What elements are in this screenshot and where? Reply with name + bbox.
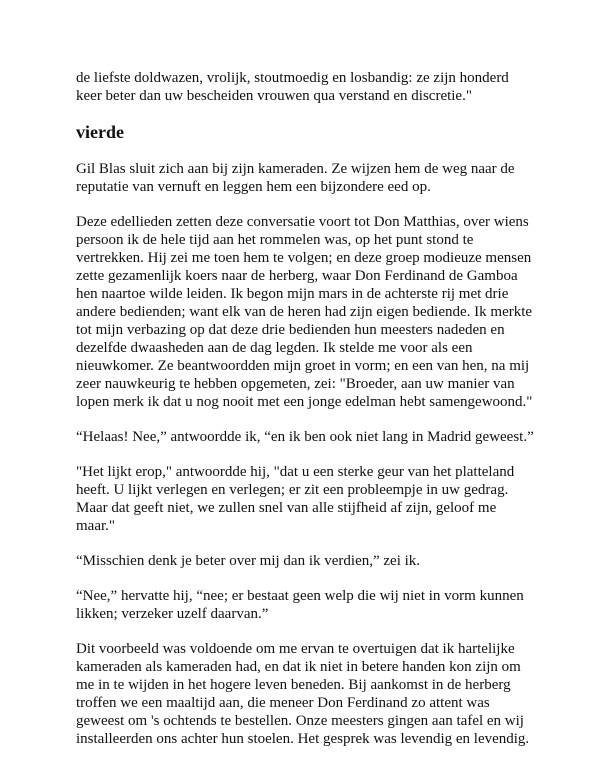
document-page — [76, 69, 538, 765]
chapter-heading: vierde — [76, 122, 124, 142]
body-paragraph: Dit voorbeeld was voldoende om me ervan te overtuigen dat ik hartelijke kameraden als kameraden had, en dat ik niet in betere handen kon zijn om me in te wijden in het hogere leven beneden. Bij aankomst in de herberg troffen we een maaltijd aan, die meneer Don Ferdinand zo attent was geweest om 's ochtends te bestellen. Onze meesters gingen aan tafel en wij installeerden ons achter hun stoelen. Het gesprek was levendig en levendig. — [76, 641, 530, 747]
chapter-summary: Gil Blas sluit zich aan bij zijn kameraden. Ze wijzen hem de weg naar de reputatie van vernuft en leggen hem een bijzondere eed op. — [76, 161, 515, 195]
intro-paragraph: de liefste doldwazen, vrolijk, stoutmoedig en losbandig: ze zijn honderd keer beter dan uw bescheiden vrouwen qua verstand en discretie." — [76, 70, 509, 104]
body-paragraph: "Het lijkt erop," antwoordde hij, "dat u een sterke geur van het platteland heeft. U lijkt verlegen en verlegen; er zit een probleempje in uw gedrag. Maar dat geeft niet, we zullen snel van alle stijfheid af zijn, geloof me maar." — [76, 464, 515, 534]
body-paragraph: “Helaas! Nee,” antwoordde ik, “en ik ben ook niet lang in Madrid geweest.” — [76, 429, 534, 445]
body-paragraph: “Misschien denk je beter over mij dan ik verdien,” zei ik. — [76, 553, 421, 569]
body-paragraph: Deze edellieden zetten deze conversatie voort tot Don Matthias, over wiens persoon ik de hele tijd aan het rommelen was, op het punt stond te vertrekken. Hij zei me toen hem te volgen; en deze groep modieuze mensen zette gezamenlijk koers naar de herberg, waar Don Ferdinand de Gamboa hen naartoe wilde leiden. Ik begon mijn mars in de achterste rij met drie andere bedienden; want elk van de heren had zijn eigen bediende. Ik merkte tot mijn verbazing op dat deze drie bedienden hun meesters nadeden en dezelfde dwaasheden aan de dag legden. Ik stelde me voor als een nieuwkomer. Ze beantwoordden mijn groet in vorm; en een van hen, na mij zeer nauwkeurig te hebben opgemeten, zei: "Broeder, aan uw manier van lopen merk ik dat u nog nooit met een jonge edelman hebt samengewoond." — [76, 214, 533, 410]
body-paragraph: “Nee,” hervatte hij, “nee; er bestaat geen welp die wij niet in vorm kunnen likken; verzeker uzelf daarvan.” — [76, 588, 524, 622]
